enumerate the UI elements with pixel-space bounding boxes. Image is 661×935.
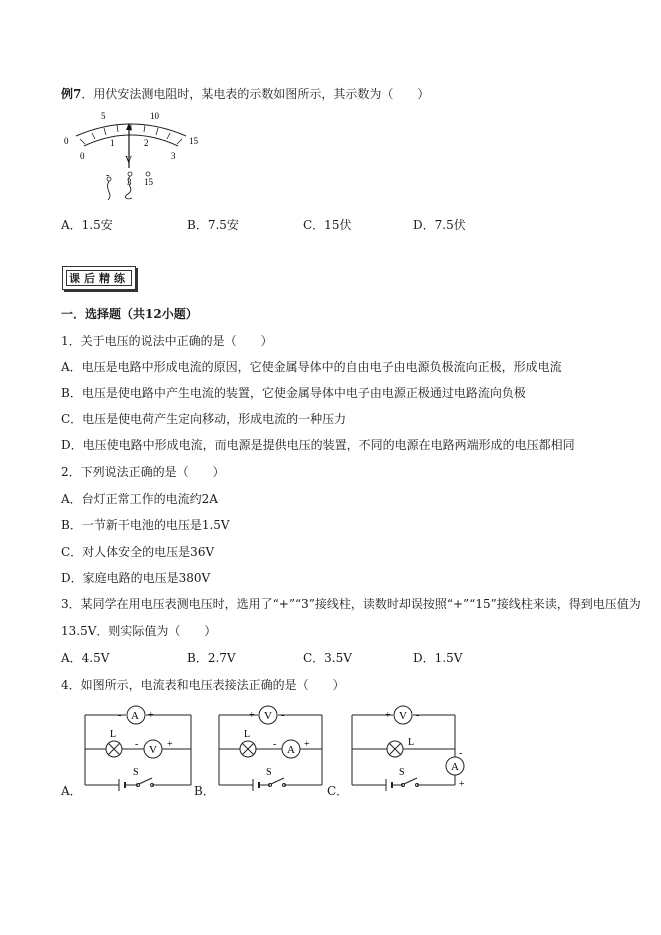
upper-scale-0: 0 <box>64 136 69 146</box>
circuit-b-top-meter: V <box>264 710 272 722</box>
q3-option-b: B．2.7V <box>187 651 236 665</box>
circuit-b-top-right-sign: - <box>281 710 285 721</box>
circuit-c-top-left-sign: + <box>385 710 391 721</box>
circuit-c-diagram <box>349 703 471 793</box>
circuit-c-top-meter: V <box>399 710 407 722</box>
circuit-a-diagram <box>82 703 194 791</box>
q2-stem: 2．下列说法正确的是（ ） <box>61 465 225 479</box>
example-7-label: 例7 <box>61 87 82 101</box>
q2-option-c: C．对人体安全的电压是36V <box>61 545 215 559</box>
example-7-text: ．用伏安法测电阻时，某电表的示数如图所示，其示数为（ ） <box>81 87 430 101</box>
q4-option-b-label: B． <box>194 784 215 798</box>
terminal-15: 15 <box>144 177 153 187</box>
lower-scale-3: 3 <box>171 151 176 161</box>
q1-option-b: B．电压是使电路中产生电流的装置，它使金属导体中电子由电源正极通过电路流向负极 <box>61 386 526 400</box>
circuit-a-side-left-sign: - <box>135 739 139 750</box>
q1-stem: 1．关于电压的说法中正确的是（ ） <box>61 334 273 348</box>
circuit-b-side-meter: A <box>287 744 295 756</box>
circuit-a-top-left-sign: - <box>118 710 122 721</box>
example-7-question <box>61 86 429 102</box>
circuit-a-top-meter: A <box>131 710 139 722</box>
section-title: 一．选择题（共12小题） <box>61 307 198 321</box>
circuit-b-top-left-sign: + <box>249 710 255 721</box>
circuit-b-lamp: L <box>244 729 251 740</box>
terminal-3: 3 <box>127 177 132 187</box>
circuit-c-switch: S <box>399 767 405 778</box>
q1-option-d: D．电压使电路中形成电流，而电源是提供电压的装置，不同的电源在电路两端形成的电压都相同 <box>61 438 575 452</box>
meter-unit: V <box>125 155 133 166</box>
upper-scale-5: 5 <box>101 111 106 121</box>
example-7-option-d: D．7.5伏 <box>413 218 466 232</box>
q4-option-c-label: C． <box>327 784 349 798</box>
circuit-a-side-meter: V <box>149 744 157 756</box>
example-7-option-a: A．1.5安 <box>61 218 113 232</box>
q1-option-a: A．电压是电路中形成电流的原因，它使金属导体中的自由电子由电源负极流向正极，形成电流 <box>61 360 562 374</box>
q2-option-b: B．一节新干电池的电压是1.5V <box>61 518 230 532</box>
circuit-a-lamp: L <box>110 729 117 740</box>
q2-option-a: A．台灯正常工作的电流约2A <box>61 492 218 506</box>
q3-stem-line1: 3．某同学在用电压表测电压时，选用了“+”“3”接线柱，读数时却误按照“+”“15”接线柱来读，得到电压值为 <box>61 597 641 611</box>
q1-option-c: C．电压是使电荷产生定向移动，形成电流的一种压力 <box>61 412 347 426</box>
circuit-a-switch: S <box>133 767 139 778</box>
upper-scale-15: 15 <box>189 136 198 146</box>
circuit-c-lamp: L <box>408 737 415 748</box>
terminal-minus: - <box>106 170 110 181</box>
circuit-c-side-top-sign: - <box>459 748 463 759</box>
example-7-option-b: B．7.5安 <box>187 218 239 232</box>
circuit-c-top-right-sign: - <box>416 710 420 721</box>
circuit-c-side-bottom-sign: + <box>459 779 465 790</box>
upper-scale-10: 10 <box>150 111 159 121</box>
q4-stem: 4．如图所示，电流表和电压表接法正确的是（ ） <box>61 678 345 692</box>
practice-banner-text: 课后精练 <box>66 270 132 286</box>
q4-option-a-label: A． <box>61 784 82 798</box>
q3-option-c: C．3.5V <box>303 651 352 665</box>
circuit-b-switch: S <box>266 767 272 778</box>
q3-option-a: A．4.5V <box>61 651 110 665</box>
lower-scale-0: 0 <box>80 151 85 161</box>
q3-option-d: D．1.5V <box>413 651 463 665</box>
lower-scale-2: 2 <box>144 138 149 148</box>
circuit-c-side-meter: A <box>451 761 459 773</box>
circuit-b-diagram <box>216 703 328 791</box>
circuit-b-side-left-sign: - <box>273 739 277 750</box>
circuit-a-top-right-sign: + <box>148 710 154 721</box>
q3-stem-line2: 13.5V．则实际值为（ ） <box>61 624 217 638</box>
circuit-a-side-right-sign: + <box>167 739 173 750</box>
q2-option-d: D．家庭电路的电压是380V <box>61 571 211 585</box>
lower-scale-1: 1 <box>110 138 115 148</box>
circuit-b-side-right-sign: + <box>304 739 310 750</box>
example-7-option-c: C．15伏 <box>303 218 352 232</box>
voltmeter-dial-figure <box>56 106 206 201</box>
practice-banner <box>62 266 136 290</box>
